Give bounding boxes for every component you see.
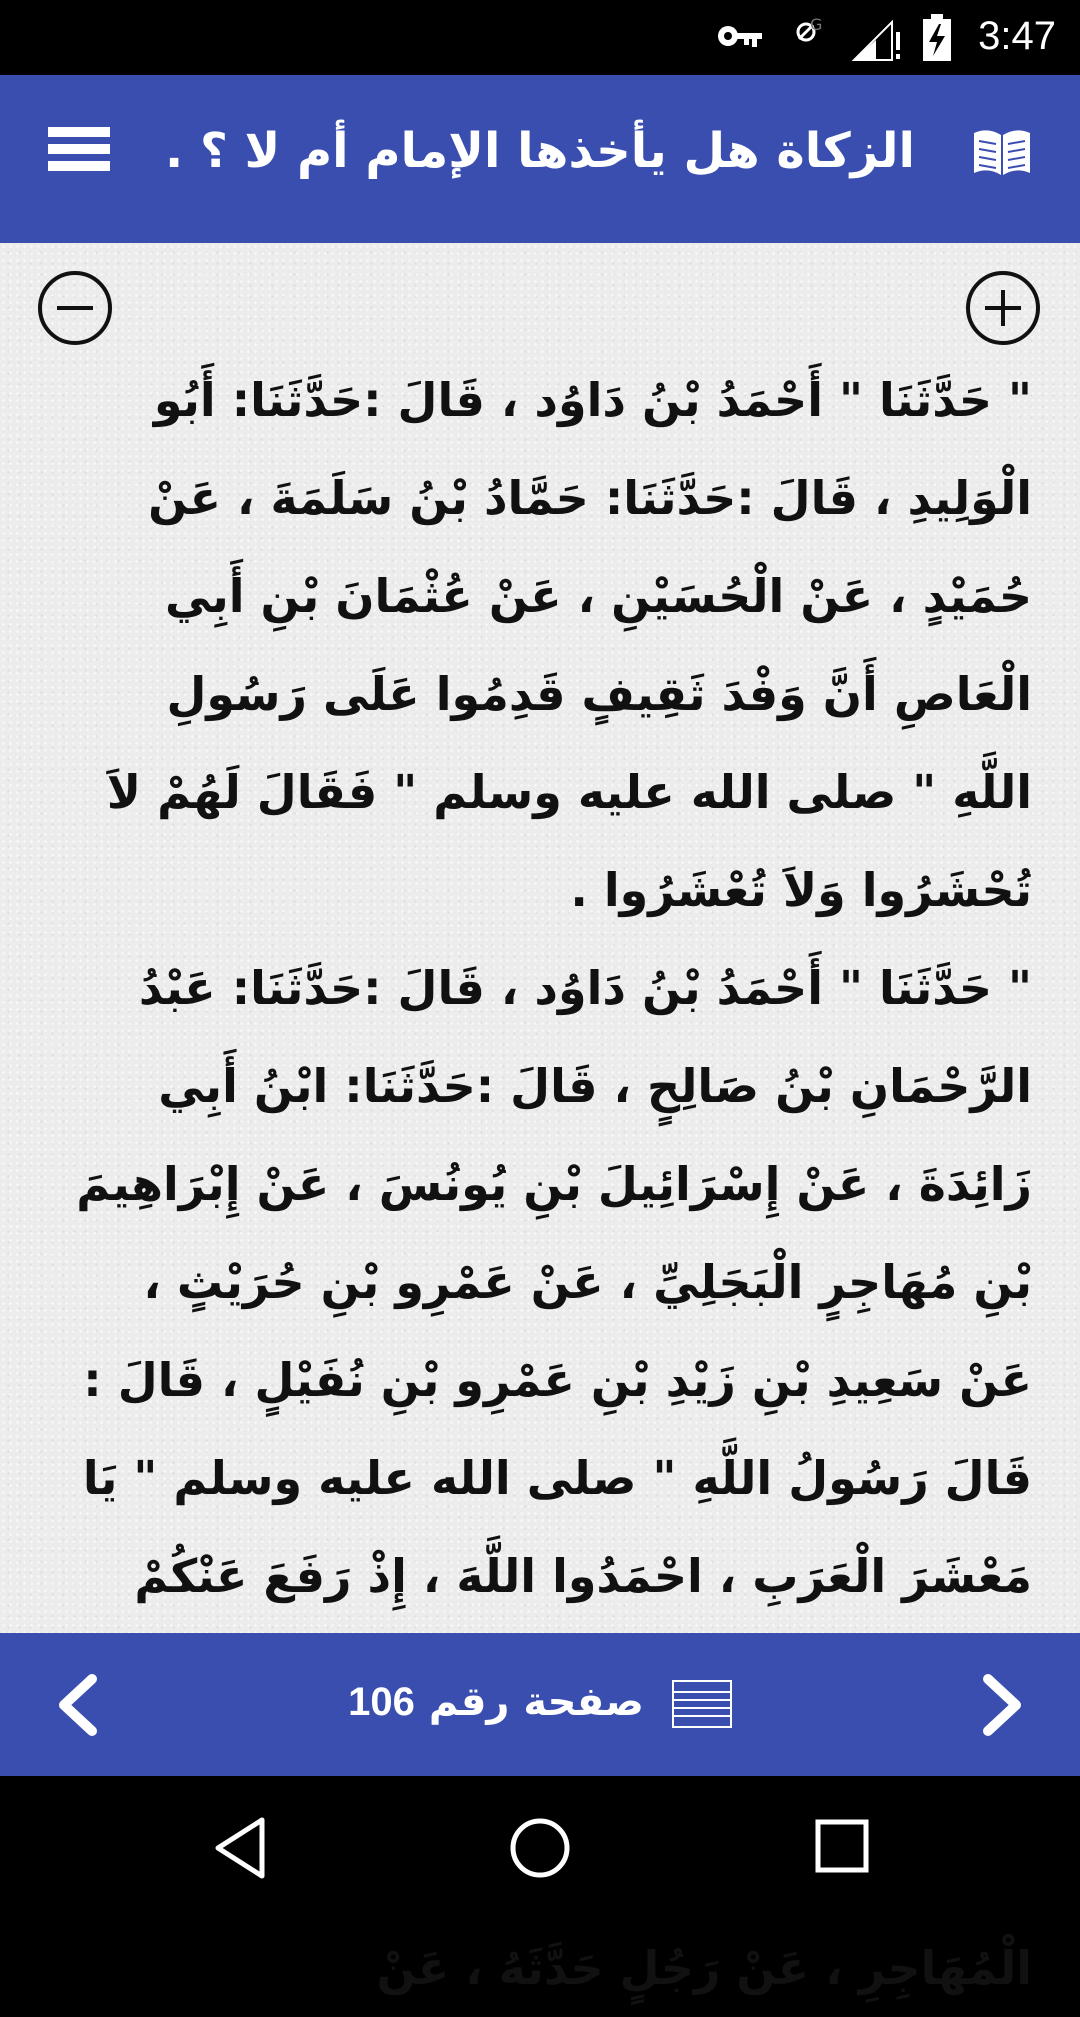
page-list-icon	[672, 1680, 732, 1728]
bottom-navigation	[0, 1633, 1080, 1776]
page-indicator[interactable]	[300, 1679, 780, 1728]
app-bar	[0, 75, 1080, 243]
plus-circle-icon[interactable]	[966, 271, 1040, 345]
chevron-right-icon[interactable]	[970, 1673, 1030, 1737]
page-label-text: صفحة رقم	[428, 1679, 644, 1725]
paragraph: " حَدَّثَنَا " أَحْمَدُ بْنُ دَاوُد ، قَالَ :حَدَّثَنَا: عَبْدُ الرَّحْمَانِ بْنُ صَالِحٍ ، قَالَ :حَدَّثَنَا: ابْنُ أَبِي زَائِدَةَ ، عَنْ إِسْرَائِيلَ بْنِ يُونُسَ ، عَنْ إِبْرَاهِيمَ بْنِ مُهَاجِرٍ الْبَجَلِيِّ ، عَنْ عَمْرِو بْنِ حُرَيْثٍ ، عَنْ سَعِيدِ بْنِ زَيْدِ بْنِ عَمْرِو بْنِ نُفَيْلٍ ، قَالَ : قَالَ رَسُولُ اللَّهِ " صلى الله عليه وسلم " يَا مَعْشَرَ الْعَرَبِ ، احْمَدُوا اللَّهَ ، إِذْ رَفَعَ عَنْكُمْ	[76, 961, 1032, 1603]
status-bar	[0, 0, 1080, 75]
chevron-left-icon[interactable]	[50, 1673, 110, 1737]
open-book-icon[interactable]	[970, 125, 1034, 181]
status-time: 3:47	[978, 14, 1056, 58]
back-triangle-icon[interactable]	[212, 1816, 268, 1880]
system-navigation-bar	[0, 1776, 1080, 1920]
signal-icon	[852, 18, 904, 62]
paragraph: الْمُهَاجِرِ ، عَنْ رَجُلٍ حَدَّثَهُ ، عَنْ	[376, 1941, 1032, 1995]
page-title: الزكاة هل يأخذها الإمام أم لا ؟ .	[165, 123, 915, 179]
svg-text:G: G	[810, 15, 823, 34]
home-circle-icon[interactable]	[508, 1816, 572, 1880]
paragraph: " حَدَّثَنَا " أَحْمَدُ بْنُ دَاوُد ، قَالَ :حَدَّثَنَا: أَبُو الْوَلِيدِ ، قَالَ :حَدَّثَنَا: حَمَّادُ بْنُ سَلَمَةَ ، عَنْ حُمَيْدٍ ، عَنْ الْحُسَيْنِ ، عَنْ عُثْمَانَ بْنِ أَبِي الْعَاصِ أَنَّ وَفْدَ ثَقِيفٍ قَدِمُوا عَلَى رَسُولِ اللَّهِ " صلى الله عليه وسلم " فَقَالَ لَهُمْ لاَ تُحْشَرُوا وَلاَ تُعْشَرُوا .	[106, 373, 1032, 917]
data-saver-icon	[792, 14, 828, 50]
page-number: 106	[348, 1680, 415, 1724]
recents-square-icon[interactable]	[814, 1818, 870, 1874]
key-icon	[716, 22, 764, 50]
hamburger-menu-icon[interactable]	[48, 127, 110, 183]
battery-charging-icon	[922, 14, 952, 62]
minus-circle-icon[interactable]	[38, 271, 112, 345]
